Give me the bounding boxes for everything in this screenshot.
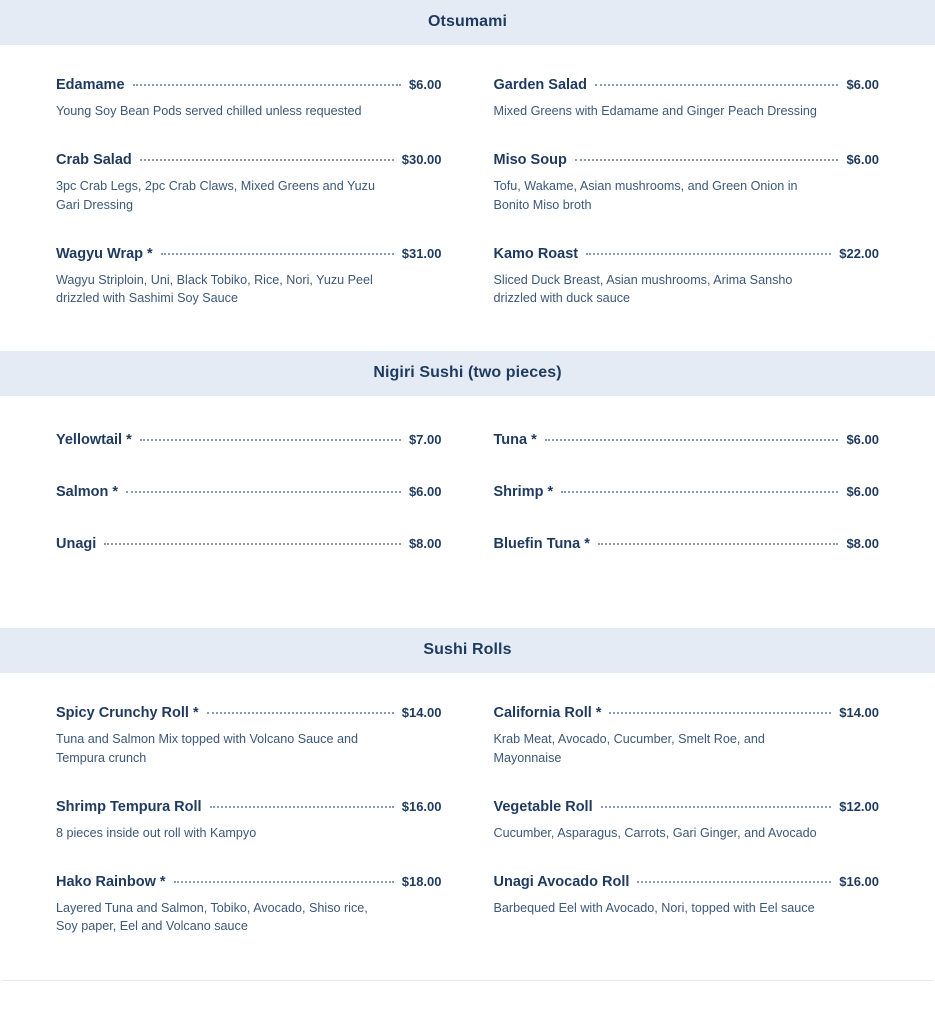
menu-item[interactable] xyxy=(56,432,442,448)
menu-item-price: $7.00 xyxy=(408,432,442,448)
menu-item[interactable] xyxy=(494,705,880,767)
menu-item-name: Shrimp Tempura Roll xyxy=(56,798,202,815)
menu-item-price: $31.00 xyxy=(401,245,442,261)
menu-item-price: $14.00 xyxy=(839,705,879,721)
menu-item-price: $6.00 xyxy=(408,77,442,92)
menu-column-right xyxy=(468,396,906,552)
menu-column-left xyxy=(30,396,468,552)
menu-item-price: $14.00 xyxy=(401,705,442,721)
menu-item-line xyxy=(56,874,442,890)
leader-dots xyxy=(126,491,401,493)
menu-column-right xyxy=(468,45,906,307)
menu-item[interactable] xyxy=(56,874,442,936)
leader-dots xyxy=(545,439,839,441)
menu-item-price: $6.00 xyxy=(846,484,879,500)
menu-item-price: $22.00 xyxy=(839,245,879,261)
menu-item-line xyxy=(56,536,442,552)
menu-item-line xyxy=(494,484,880,500)
leader-dots xyxy=(133,84,401,86)
menu-item-name: Bluefin Tuna * xyxy=(493,536,590,553)
menu-item-name: California Roll * xyxy=(493,705,602,722)
menu-item-line xyxy=(56,432,442,448)
menu-item-description: 3pc Crab Legs, 2pc Crab Claws, Mixed Greens and Yuzu Gari Dressing xyxy=(56,179,375,212)
leader-dots xyxy=(637,881,831,883)
menu-section-sushi-rolls xyxy=(0,628,935,935)
menu-item-description: 8 pieces inside out roll with Kampyo xyxy=(56,825,257,840)
menu-item-description: Mixed Greens with Edamame and Ginger Peach Dressing xyxy=(493,104,817,118)
leader-dots xyxy=(140,159,394,161)
leader-dots xyxy=(210,806,394,808)
leader-dots xyxy=(586,253,831,255)
menu-item-line xyxy=(494,246,880,262)
section-items xyxy=(0,45,935,307)
section-items xyxy=(0,396,935,552)
menu-item-name: Vegetable Roll xyxy=(493,798,593,815)
menu-item-description: Barbequed Eel with Avocado, Nori, topped with Eel sauce xyxy=(493,901,815,915)
menu-item-line xyxy=(56,799,442,815)
menu-item-name: Miso Soup xyxy=(493,152,567,169)
menu-item-name: Kamo Roast xyxy=(493,245,579,262)
menu-item-description: Cucumber, Asparagus, Carrots, Gari Ginger, and Avocado xyxy=(493,825,817,840)
menu-item-description: Young Soy Bean Pods served chilled unless requested xyxy=(56,104,362,118)
menu-item-description: Wagyu Striploin, Uni, Black Tobiko, Rice, Nori, Yuzu Peel drizzled with Sashimi Soy Sauce xyxy=(56,272,373,305)
menu-item-price: $12.00 xyxy=(839,798,879,814)
menu-item[interactable] xyxy=(56,799,442,842)
menu-item-price: $6.00 xyxy=(846,152,879,168)
menu-item-line xyxy=(56,152,442,168)
menu-item[interactable] xyxy=(494,874,880,917)
section-spacer xyxy=(0,590,935,628)
menu-item-name: Shrimp * xyxy=(493,484,554,501)
leader-dots xyxy=(561,491,838,493)
menu-column-right xyxy=(468,673,906,935)
section-spacer xyxy=(0,936,935,980)
page-bottom-padding xyxy=(0,981,935,993)
menu-item-description: Tofu, Wakame, Asian mushrooms, and Green Onion in Bonito Miso broth xyxy=(493,179,798,212)
menu-item[interactable] xyxy=(56,246,442,308)
section-items xyxy=(0,673,935,935)
menu-item-name: Wagyu Wrap * xyxy=(56,245,153,262)
menu-item-price: $30.00 xyxy=(401,152,442,168)
menu-item[interactable] xyxy=(56,77,442,120)
menu-item-name: Unagi Avocado Roll xyxy=(493,874,630,890)
menu-item-name: Edamame xyxy=(56,77,125,93)
menu-item-name: Spicy Crunchy Roll * xyxy=(56,705,199,722)
leader-dots xyxy=(598,543,839,545)
leader-dots xyxy=(104,543,401,545)
menu-item-description: Layered Tuna and Salmon, Tobiko, Avocado, Shiso rice, Soy paper, Eel and Volcano sauce xyxy=(56,901,368,934)
menu-item[interactable] xyxy=(56,484,442,500)
menu-item-description: Krab Meat, Avocado, Cucumber, Smelt Roe, and Mayonnaise xyxy=(493,732,765,765)
leader-dots xyxy=(601,806,832,808)
section-title: Otsumami xyxy=(0,0,935,45)
menu-item[interactable] xyxy=(494,152,880,214)
menu-item-line xyxy=(56,77,442,93)
menu-item-price: $6.00 xyxy=(408,484,442,500)
menu-item[interactable] xyxy=(494,77,880,120)
section-title: Nigiri Sushi (two pieces) xyxy=(0,351,935,396)
menu-item-line xyxy=(494,536,880,552)
menu-item[interactable] xyxy=(494,536,880,552)
menu-item-description: Tuna and Salmon Mix topped with Volcano Sauce and Tempura crunch xyxy=(56,732,358,765)
leader-dots xyxy=(575,159,839,161)
menu-item[interactable] xyxy=(494,432,880,448)
menu-item-name: Crab Salad xyxy=(56,152,132,169)
leader-dots xyxy=(595,84,838,86)
menu-item-price: $16.00 xyxy=(839,874,879,889)
menu-item-name: Salmon * xyxy=(56,484,119,501)
menu-item-name: Garden Salad xyxy=(493,77,587,93)
menu-item-name: Yellowtail * xyxy=(56,432,132,449)
menu-item[interactable] xyxy=(56,152,442,214)
section-spacer xyxy=(0,307,935,351)
section-spacer xyxy=(0,552,935,590)
menu-column-left xyxy=(30,673,468,935)
menu-item-price: $6.00 xyxy=(846,432,879,448)
menu-item-name: Tuna * xyxy=(493,432,537,449)
menu-item-line xyxy=(56,705,442,721)
menu-item-line xyxy=(494,799,880,815)
menu-item-line xyxy=(494,432,880,448)
menu-item-price: $8.00 xyxy=(846,536,879,552)
menu-item-name: Hako Rainbow * xyxy=(56,874,166,890)
leader-dots xyxy=(207,712,394,714)
menu-item[interactable] xyxy=(494,484,880,500)
leader-dots xyxy=(174,881,394,883)
menu-item-line xyxy=(494,77,880,93)
menu-item-line xyxy=(494,152,880,168)
leader-dots xyxy=(140,439,401,441)
menu-item-price: $8.00 xyxy=(408,536,442,552)
section-title: Sushi Rolls xyxy=(0,628,935,673)
menu-item-price: $16.00 xyxy=(401,798,442,814)
menu-item-line xyxy=(494,705,880,721)
menu-item-line xyxy=(56,484,442,500)
leader-dots xyxy=(161,253,394,255)
menu-column-left xyxy=(30,45,468,307)
menu-item[interactable] xyxy=(56,705,442,767)
menu-section-otsumami xyxy=(0,0,935,307)
menu-item-price: $6.00 xyxy=(846,77,879,92)
menu-item-line xyxy=(56,246,442,262)
menu-item-name: Unagi xyxy=(56,536,97,553)
leader-dots xyxy=(609,712,831,714)
menu-item[interactable] xyxy=(494,799,880,842)
menu-item-price: $18.00 xyxy=(401,874,442,889)
menu-item-description: Sliced Duck Breast, Asian mushrooms, Arima Sansho drizzled with duck sauce xyxy=(493,272,793,305)
menu-item[interactable] xyxy=(56,536,442,552)
menu-section-nigiri-sushi xyxy=(0,351,935,552)
menu-item[interactable] xyxy=(494,246,880,308)
menu-item-line xyxy=(494,874,880,890)
